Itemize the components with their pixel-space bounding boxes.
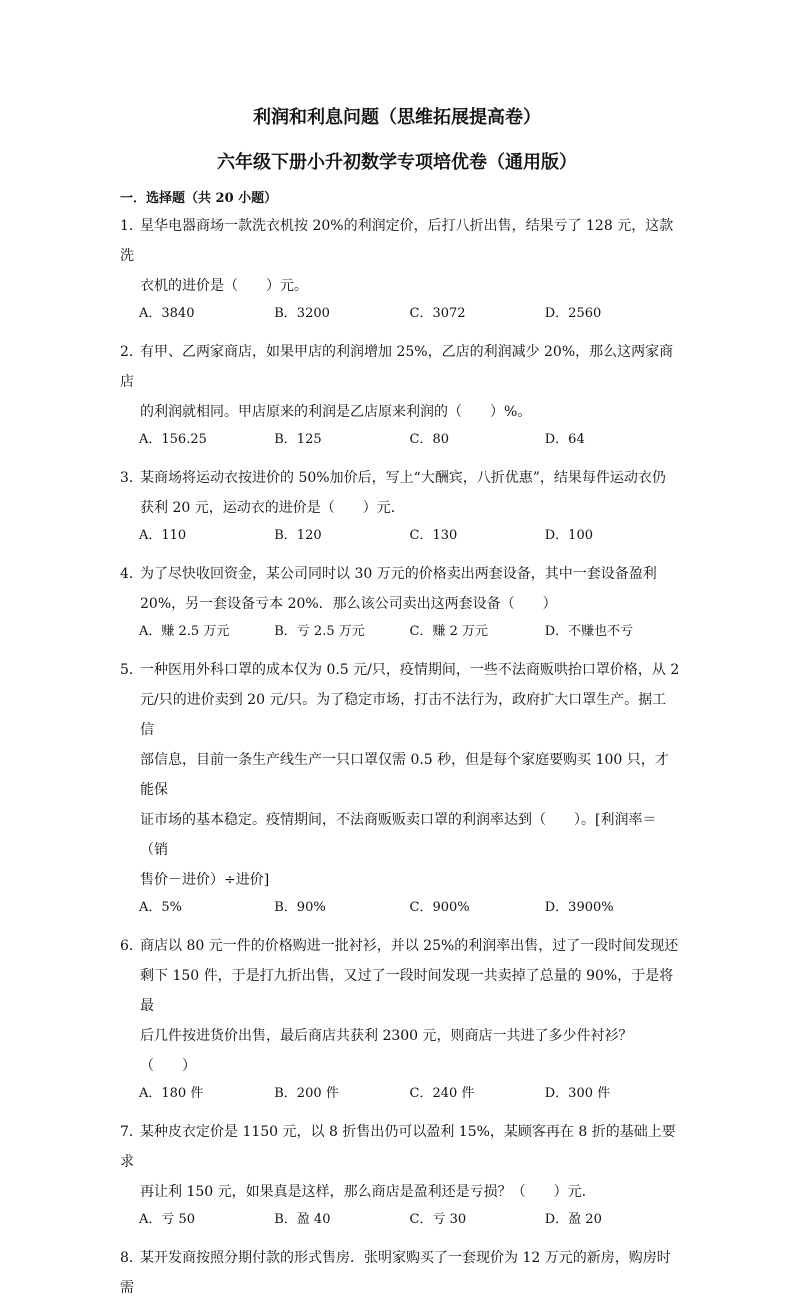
question-text: 售价－进价）÷进价] <box>140 872 270 888</box>
option-c: C．240 件 <box>409 1086 475 1101</box>
options <box>120 525 680 547</box>
question-4 <box>120 559 680 643</box>
question-8 <box>120 1243 680 1303</box>
question-number: 2． <box>120 344 143 360</box>
question-number: 3． <box>120 470 143 486</box>
options <box>120 897 680 919</box>
option-d: D．盈 20 <box>544 1212 602 1227</box>
option-a: A．5% <box>139 900 183 915</box>
question-text: 后几件按进货价出售，最后商店共获利 2300 元，则商店一共进了多少件衬衫？（ ） <box>140 1028 633 1074</box>
options <box>120 429 680 451</box>
question-text: 部信息，目前一条生产线生产一只口罩仅需 0.5 秒，但是每个家庭要购买 100 只，才能保 <box>140 752 669 798</box>
question-text: 星华电器商场一款洗衣机按 20%的利润定价，后打八折出售，结果亏了 128 元，这款洗 <box>120 218 674 264</box>
option-c: C．900% <box>409 900 470 915</box>
options <box>120 1209 680 1231</box>
question-number: 6． <box>120 938 143 954</box>
option-a: A．赚 2.5 万元 <box>139 624 230 639</box>
question-text: 元/只的进价卖到 20 元/只。为了稳定市场，打击不法行为，政府扩大口罩生产。据工信 <box>140 692 667 738</box>
question-number: 5． <box>120 662 143 678</box>
question-5 <box>120 655 680 919</box>
option-c: C．80 <box>409 432 449 447</box>
option-b: B．90% <box>274 900 326 915</box>
question-text: 某种皮衣定价是 1150 元，以 8 折售出仍可以盈利 15%，某顾客再在 8 折的基础上要求 <box>120 1124 676 1170</box>
question-number: 1． <box>120 218 143 234</box>
option-a: A．156.25 <box>139 432 207 447</box>
option-c: C．3072 <box>409 306 466 321</box>
question-number: 7． <box>120 1124 143 1140</box>
options <box>120 621 680 643</box>
question-1 <box>120 211 680 325</box>
option-b: B．亏 2.5 万元 <box>274 624 365 639</box>
question-3 <box>120 463 680 547</box>
question-list <box>120 211 680 1315</box>
question-2 <box>120 337 680 451</box>
question-text: 有甲、乙两家商店，如果甲店的利润增加 25%，乙店的利润减少 20%，那么这两家商店 <box>120 344 674 390</box>
option-c: C．130 <box>409 528 458 543</box>
option-b: B．200 件 <box>274 1086 339 1101</box>
question-text: 一种医用外科口罩的成本仅为 0.5 元/只，疫情期间，一些不法商贩哄抬口罩价格，从 2 <box>140 662 680 678</box>
question-text: 的利润就相同。甲店原来的利润是乙店原来利润的（ ）%。 <box>140 404 532 420</box>
option-c: C．赚 2 万元 <box>409 624 488 639</box>
question-text: 再让利 150 元，如果真是这样，那么商店是盈利还是亏损？（ ）元. <box>140 1184 587 1200</box>
option-d: D．300 件 <box>544 1086 611 1101</box>
question-text: 为了尽快收回资金，某公司同时以 30 万元的价格卖出两套设备，其中一套设备盈利 <box>140 566 657 582</box>
question-text: 衣机的进价是（ ）元。 <box>140 278 308 294</box>
question-text: 剩下 150 件，于是打九折出售，又过了一段时间发现一共卖掉了总量的 90%，于是将最 <box>140 968 674 1014</box>
option-d: D．3900% <box>544 900 614 915</box>
document-subtitle: 六年级下册小升初数学专项培优卷（通用版） <box>217 152 577 173</box>
option-d: D．不赚也不亏 <box>544 624 634 639</box>
section-heading: 一．选择题（共 20 小题） <box>120 191 278 206</box>
question-text: 商店以 80 元一件的价格购进一批衬衫，并以 25%的利润率出售，过了一段时间发现还 <box>140 938 679 954</box>
option-c: C．亏 30 <box>409 1212 467 1227</box>
question-text: 证市场的基本稳定。疫情期间，不法商贩贩卖口罩的利润率达到（ ）。[利润率＝（销 <box>140 812 657 858</box>
question-text: 获利 20 元，运动衣的进价是（ ）元． <box>140 500 405 516</box>
option-d: D．64 <box>544 432 585 447</box>
question-7 <box>120 1117 680 1231</box>
question-text: 20%，另一套设备亏本 20%．那么该公司卖出这两套设备（ ） <box>140 596 557 612</box>
question-number: 8． <box>120 1250 143 1266</box>
option-a: A．亏 50 <box>139 1212 196 1227</box>
option-a: A．110 <box>139 528 187 543</box>
option-a: A．180 件 <box>139 1086 204 1101</box>
question-text: 某商场将运动衣按进价的 50%加价后，写上“大酬宾，八折优惠”，结果每件运动衣仍 <box>140 470 666 486</box>
question-6 <box>120 931 680 1105</box>
option-b: B．3200 <box>274 306 330 321</box>
option-b: B．120 <box>274 528 322 543</box>
options <box>120 303 680 325</box>
question-number: 4． <box>120 566 143 582</box>
option-d: D．100 <box>544 528 593 543</box>
question-text: 某开发商按照分期付款的形式售房．张明家购买了一套现价为 12 万元的新房，购房时需 <box>120 1250 671 1296</box>
options <box>120 1083 680 1105</box>
option-b: B．盈 40 <box>274 1212 331 1227</box>
option-d: D．2560 <box>544 306 602 321</box>
option-a: A．3840 <box>139 306 195 321</box>
document-title: 利润和利息问题（思维拓展提高卷） <box>253 107 541 128</box>
option-b: B．125 <box>274 432 322 447</box>
